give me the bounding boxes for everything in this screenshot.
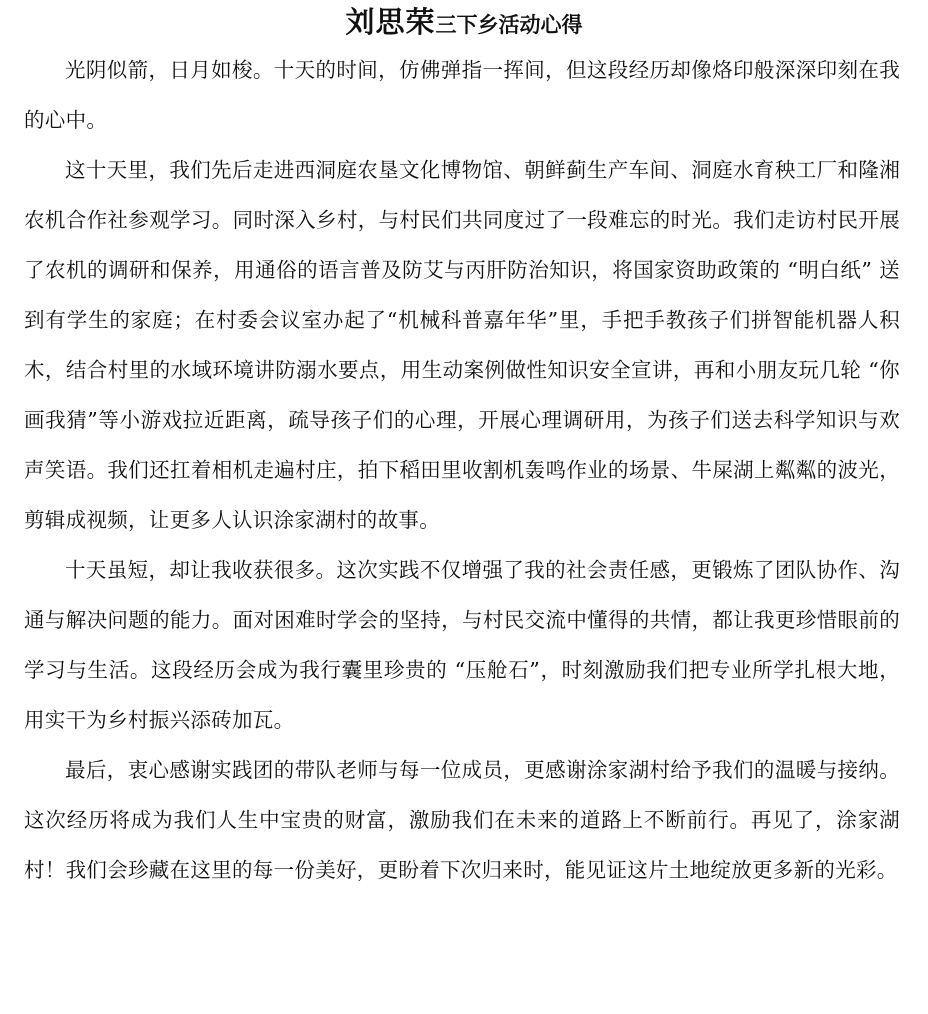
document-body <box>24 45 900 895</box>
author-name: 刘思荣 <box>345 5 436 39</box>
paragraph-activities: 这十天里，我们先后走进西洞庭农垦文化博物馆、朝鲜蓟生产车间、洞庭水育秧工厂和隆湘农机合作社参观学习。同时深入乡村，与村民们共同度过了一段难忘的时光。我们走访村民开展了农机的调研和保养，用通俗的语言普及防艾与丙肝防治知识，将国家资助政策的 “明白纸” 送到有学生的家庭；在村委会议室办起了“机械科普嘉年华”里，手把手教孩子们拼智能机器人积木，结合村里的水域环境讲防溺水要点，用生动案例做性知识安全宣讲，再和小朋友玩几轮 “你画我猜”等小游戏拉近距离，疏导孩子们的心理，开展心理调研用，为孩子们送去科学知识与欢声笑语。我们还扛着相机走遍村庄，拍下稻田里收割机轰鸣作业的场景、牛屎湖上粼粼的波光，剪辑成视频，让更多人认识涂家湖村的故事。 <box>24 158 900 532</box>
document-subtitle: 三下乡活动心得 <box>435 12 583 37</box>
document-title <box>0 2 928 47</box>
paragraph-closing: 最后，衷心感谢实践团的带队老师与每一位成员，更感谢涂家湖村给予我们的温暖与接纳。这次经历将成为我们人生中宝贵的财富，激励我们在未来的道路上不断前行。再见了，涂家湖村！我们会珍藏在这里的每一份美好，更盼着下次归来时，能见证这片土地绽放更多新的光彩。 <box>24 758 900 882</box>
paragraph-reflection: 十天虽短，却让我收获很多。这次实践不仅增强了我的社会责任感，更锻炼了团队协作、沟通与解决问题的能力。面对困难时学会的坚持，与村民交流中懂得的共情，都让我更珍惜眼前的学习与生活。这段经历会成为我行囊里珍贵的 “压舱石”，时刻激励我们把专业所学扎根大地，用实干为乡村振兴添砖加瓦。 <box>24 558 900 732</box>
paragraph-intro: 光阴似箭，日月如梭。十天的时间，仿佛弹指一挥间，但这段经历却像烙印般深深印刻在我的心中。 <box>24 58 900 132</box>
